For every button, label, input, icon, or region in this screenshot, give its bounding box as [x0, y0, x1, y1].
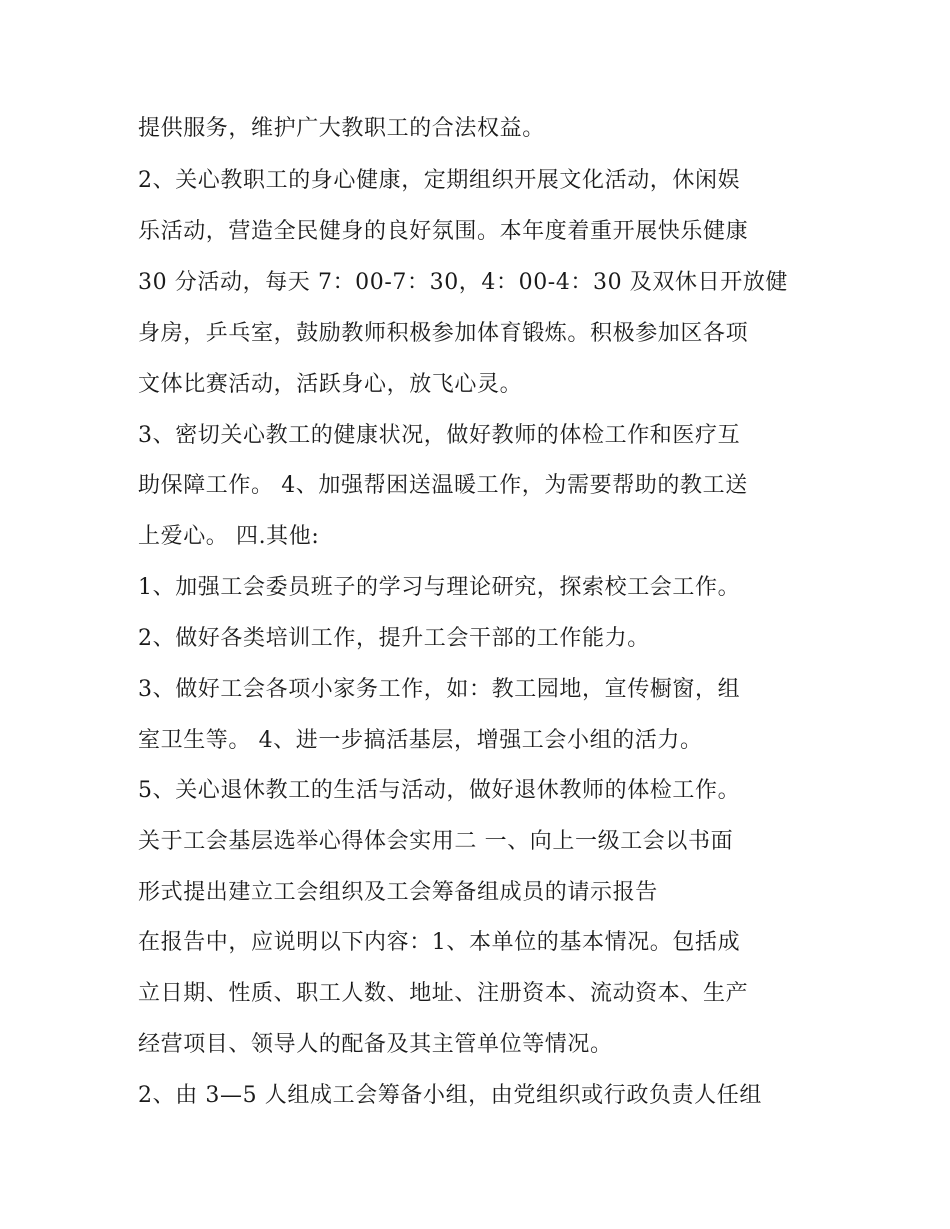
text-line: 身房，乒乓室，鼓励教师积极参加体育锻炼。积极参加区各项 — [138, 321, 749, 346]
text-line: 3、密切关心教工的健康状况，做好教师的体检工作和医疗互 — [138, 423, 741, 448]
text-line: 文体比赛活动，活跃身心，放飞心灵。 — [138, 372, 523, 397]
text-line: 经营项目、领导人的配备及其主管单位等情况。 — [138, 1032, 613, 1057]
text-line: 5、关心退休教工的生活与活动，做好退休教师的体检工作。 — [138, 778, 741, 803]
text-line: 上爱心。 四.其他: — [138, 524, 320, 549]
text-line: 立日期、性质、职工人数、地址、注册资本、流动资本、生产 — [138, 981, 749, 1006]
text-line: 1、加强工会委员班子的学习与理论研究，探索校工会工作。 — [138, 575, 741, 600]
text-line: 室卫生等。 4、进一步搞活基层，增强工会小组的活力。 — [138, 728, 703, 753]
text-line: 2、做好各类培训工作，提升工会干部的工作能力。 — [138, 626, 650, 651]
text-line: 2、由 3—5 人组成工会筹备小组，由党组织或行政负责人任组 — [138, 1083, 762, 1108]
text-line: 在报告中，应说明以下内容：1、本单位的基本情况。包括成 — [138, 930, 741, 955]
text-line: 形式提出建立工会组织及工会筹备组成员的请示报告 — [138, 880, 658, 905]
text-line: 30 分活动，每天 7：00-7：30，4：00-4：30 及双休日开放健 — [138, 270, 789, 295]
text-line: 助保障工作。 4、加强帮困送温暖工作，为需要帮助的教工送 — [138, 473, 748, 498]
text-line: 3、做好工会各项小家务工作，如：教工园地，宣传橱窗，组 — [138, 677, 741, 702]
text-line: 提供服务，维护广大教职工的合法权益。 — [138, 116, 545, 141]
text-line: 乐活动，营造全民健身的良好氛围。本年度着重开展快乐健康 — [138, 219, 749, 244]
text-line: 关于工会基层选举心得体会实用二 一、向上一级工会以书面 — [138, 829, 734, 854]
text-line: 2、关心教职工的身心健康，定期组织开展文化活动，休闲娱 — [138, 168, 741, 193]
